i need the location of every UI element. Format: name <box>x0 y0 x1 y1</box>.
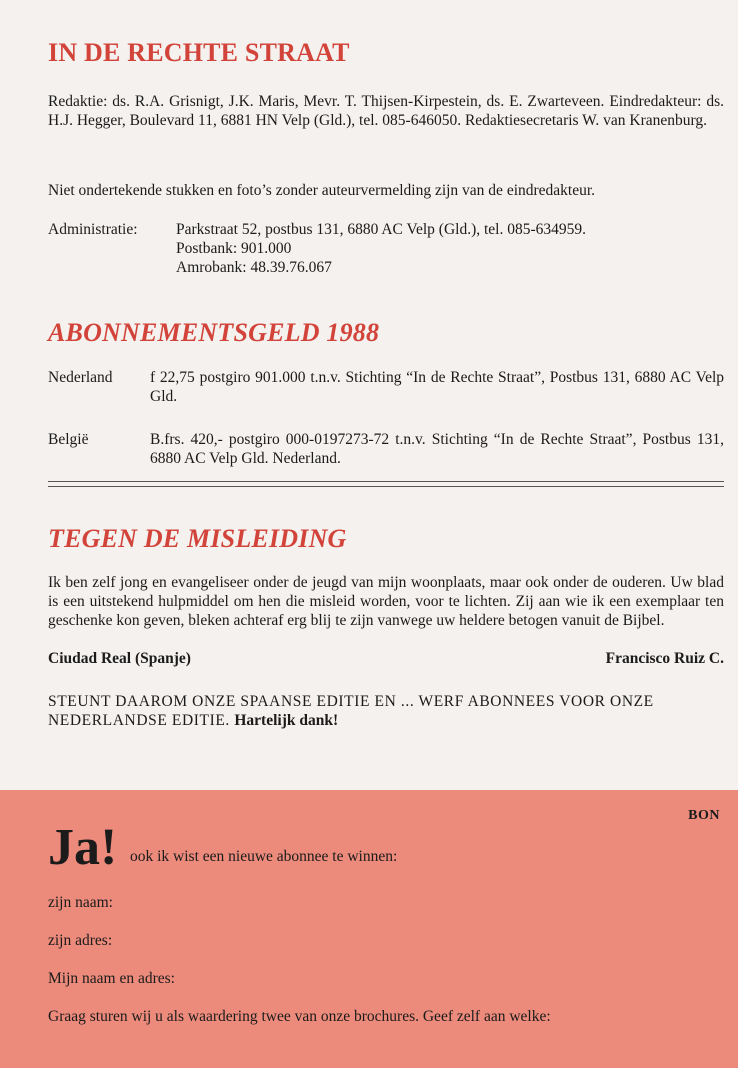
masthead-title: IN DE RECHTE STRAAT <box>48 38 350 67</box>
redaktie-text: Redaktie: ds. R.A. Grisnigt, J.K. Maris, Mevr. T. Thijsen-Kirpestein, ds. E. Zwarteveen. Eindredakteur: ds. H.J. Hegger, Boulevard 11, 6881 HN Velp (Gld.), tel. 085-646050. Redaktiesecretaris W. van Kranenburg. <box>48 93 724 129</box>
field-own-name-address[interactable]: Mijn naam en adres: <box>48 970 175 987</box>
field-new-subscriber-address[interactable]: zijn adres: <box>48 932 113 949</box>
notice-text: Niet ondertekende stukken en foto’s zonder auteurvermelding zijn van de eindredakteur. <box>48 182 596 199</box>
appeal-caps: STEUNT DAAROM ONZE SPAANSE EDITIE EN ... WERF ABONNEES VOOR ONZE NEDERLANDSE EDITIE. <box>48 693 654 729</box>
ja-heading: Ja! <box>48 819 118 876</box>
admin-label: Administratie: <box>48 221 138 238</box>
field-new-subscriber-name[interactable]: zijn naam: <box>48 894 113 911</box>
divider-bottom <box>48 486 724 487</box>
price-text: f 22,75 postgiro 901.000 t.n.v. Stichting “In de Rechte Straat”, Postbus 131, 6880 AC Velp Gld. <box>150 369 724 405</box>
signature-place: Ciudad Real (Spanje) <box>48 650 191 667</box>
signature-row <box>48 649 724 668</box>
country-label: België <box>48 431 89 448</box>
appeal-text <box>48 692 724 730</box>
abonnement-row-nl <box>48 368 724 406</box>
divider-top <box>48 481 724 482</box>
admin-values <box>176 220 586 277</box>
price-text: B.frs. 420,- postgiro 000-0197273-72 t.n.v. Stichting “In de Rechte Straat”, Postbus 131, 6880 AC Velp Gld. Nederland. <box>150 431 724 467</box>
thanks-text: Hartelijk dank! <box>234 712 339 729</box>
abonnement-row-be <box>48 430 724 468</box>
coupon-closing: Graag sturen wij u als waardering twee van onze brochures. Geef zelf aan welke: <box>48 1008 551 1025</box>
bon-tag: BON <box>688 808 720 823</box>
misleiding-title: TEGEN DE MISLEIDING <box>48 524 347 553</box>
misleiding-body: Ik ben zelf jong en evangeliseer onder de jeugd van mijn woonplaats, maar ook onder de ouderen. Uw blad is een uitstekend hulpmiddel om hen die misleid worden, voor te lichten. Zij aan wie ik een exemplaar ten geschenke kon geven, bleken achteraf erg blij te zijn vanwege uw heldere betogen vanuit de Bijbel. <box>48 574 724 629</box>
abonnement-title: ABONNEMENTSGELD 1988 <box>48 318 380 347</box>
coupon-intro: ook ik wist een nieuwe abonnee te winnen: <box>130 848 398 865</box>
administratie-block <box>48 220 724 277</box>
admin-address: Parkstraat 52, postbus 131, 6880 AC Velp (Gld.), tel. 085-634959. <box>176 221 587 238</box>
coupon-panel <box>0 790 738 1068</box>
amrobank: Amrobank: 48.39.76.067 <box>176 259 332 276</box>
signature-author: Francisco Ruiz C. <box>605 650 724 667</box>
country-label: Nederland <box>48 369 113 386</box>
postbank: Postbank: 901.000 <box>176 240 292 257</box>
